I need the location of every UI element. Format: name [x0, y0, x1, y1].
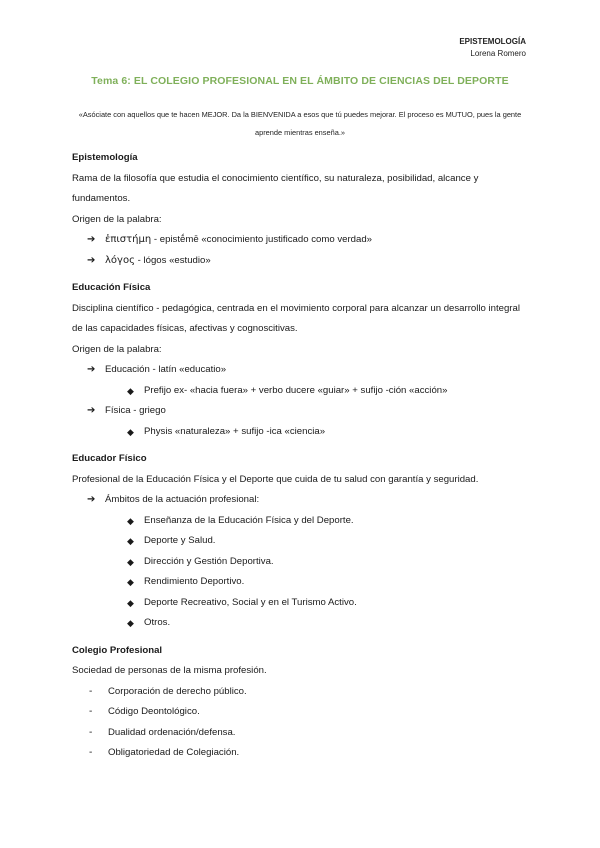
item-text: Educación - latín «educatio» — [105, 364, 227, 375]
list-item — [72, 230, 528, 251]
item-text: Obligatoriedad de Colegiación. — [108, 747, 240, 758]
item-text: Código Deontológico. — [108, 706, 200, 717]
arrow-icon: ➔ — [87, 254, 96, 266]
section-heading: Colegio Profesional — [72, 644, 163, 656]
list-item — [72, 490, 528, 511]
list-subitem — [72, 613, 528, 634]
course-name: EPISTEMOLOGÍA — [459, 37, 526, 46]
section-educador-fisico — [72, 449, 528, 634]
dash-marker: - — [89, 685, 93, 697]
list-item — [72, 251, 528, 272]
arrow-icon: ➔ — [87, 364, 96, 375]
subitem-text: Deporte Recreativo, Social y en el Turismo Activo. — [144, 596, 357, 608]
etymology-list — [72, 360, 528, 442]
item-text: - epistḗmē «conocimiento justificado como verdad» — [151, 234, 372, 245]
section-definition: Profesional de la Educación Física y el Deporte que cuida de tu salud con garantía y seguridad. — [72, 473, 479, 485]
list-item — [72, 401, 528, 422]
subitem-text: Physis «naturaleza» + sufijo -ica «ciencia» — [144, 425, 326, 437]
diamond-icon: ◆ — [127, 385, 134, 396]
document-title: Tema 6: EL COLEGIO PROFESIONAL EN EL ÁMBITO DE CIENCIAS DEL DEPORTE — [91, 75, 509, 87]
section-epistemologia — [72, 148, 528, 271]
section-definition: Disciplina científico - pedagógica, centrada en el movimiento corporal para alcanzar un desarrollo integral de las capacidades físicas, afectivas y cognoscitivas. — [72, 302, 520, 334]
list-subitem — [72, 552, 528, 573]
colegio-list — [72, 682, 528, 764]
item-text: Dualidad ordenación/defensa. — [108, 726, 236, 738]
list-subitem — [72, 511, 528, 532]
subitem-text: Deporte y Salud. — [144, 535, 216, 546]
origin-label: Origen de la palabra: — [72, 343, 162, 355]
diamond-icon: ◆ — [127, 515, 134, 526]
list-subitem — [72, 531, 528, 552]
list-subitem — [72, 572, 528, 593]
arrow-icon: ➔ — [87, 405, 96, 416]
section-heading: Educador Físico — [72, 453, 147, 464]
subitem-text: Rendimiento Deportivo. — [144, 576, 245, 587]
section-definition: Rama de la filosofía que estudia el conocimiento científico, su naturaleza, posibilidad, alcance y fundamentos. — [72, 172, 479, 204]
greek-word: λόγος — [105, 254, 135, 266]
subitem-text: Prefijo ex- «hacia fuera» + verbo ducere «guiar» + sufijo -ción «acción» — [144, 384, 448, 396]
ambitos-list — [72, 490, 528, 634]
list-item — [72, 743, 528, 764]
list-item — [72, 360, 528, 381]
section-heading: Educación Física — [72, 282, 151, 293]
author-name: Lorena Romero — [470, 49, 526, 58]
diamond-icon: ◆ — [127, 577, 134, 587]
list-item — [72, 723, 528, 744]
section-educacion-fisica — [72, 278, 528, 442]
diamond-icon: ◆ — [127, 597, 134, 608]
dash-marker: - — [89, 747, 93, 758]
diamond-icon: ◆ — [127, 618, 134, 628]
list-item — [72, 702, 528, 723]
subitem-text: Dirección y Gestión Deportiva. — [144, 555, 274, 567]
section-definition: Sociedad de personas de la misma profesión. — [72, 665, 267, 676]
greek-word: ἐπιστήμη — [105, 234, 152, 245]
section-colegio-profesional — [72, 641, 528, 764]
list-subitem — [72, 381, 528, 402]
diamond-icon: ◆ — [127, 536, 134, 546]
document-body — [72, 148, 528, 764]
list-subitem — [72, 593, 528, 614]
arrow-icon: ➔ — [87, 494, 96, 505]
item-text: Ámbitos de la actuación profesional: — [105, 494, 260, 505]
diamond-icon: ◆ — [127, 556, 134, 567]
diamond-icon: ◆ — [127, 426, 134, 437]
page-header — [459, 36, 526, 60]
list-subitem — [72, 422, 528, 443]
dash-marker: - — [89, 706, 93, 717]
list-item — [72, 682, 528, 703]
etymology-list — [72, 230, 528, 271]
item-text: Corporación de derecho público. — [108, 685, 247, 697]
section-heading: Epistemología — [72, 152, 138, 163]
item-text: Física - griego — [105, 405, 166, 416]
arrow-icon: ➔ — [87, 234, 96, 245]
subitem-text: Enseñanza de la Educación Física y del Deporte. — [144, 514, 354, 526]
epigraph-quote: «Asóciate con aquellos que te hacen MEJOR. Da la BIENVENIDA a esos que tú puedes mejorar. El proceso es MUTUO, pues la gente aprende mientras enseña.» — [78, 110, 522, 137]
subitem-text: Otros. — [144, 617, 171, 628]
origin-label: Origen de la palabra: — [72, 213, 162, 225]
dash-marker: - — [89, 726, 93, 738]
item-text: - lógos «estudio» — [134, 254, 211, 266]
